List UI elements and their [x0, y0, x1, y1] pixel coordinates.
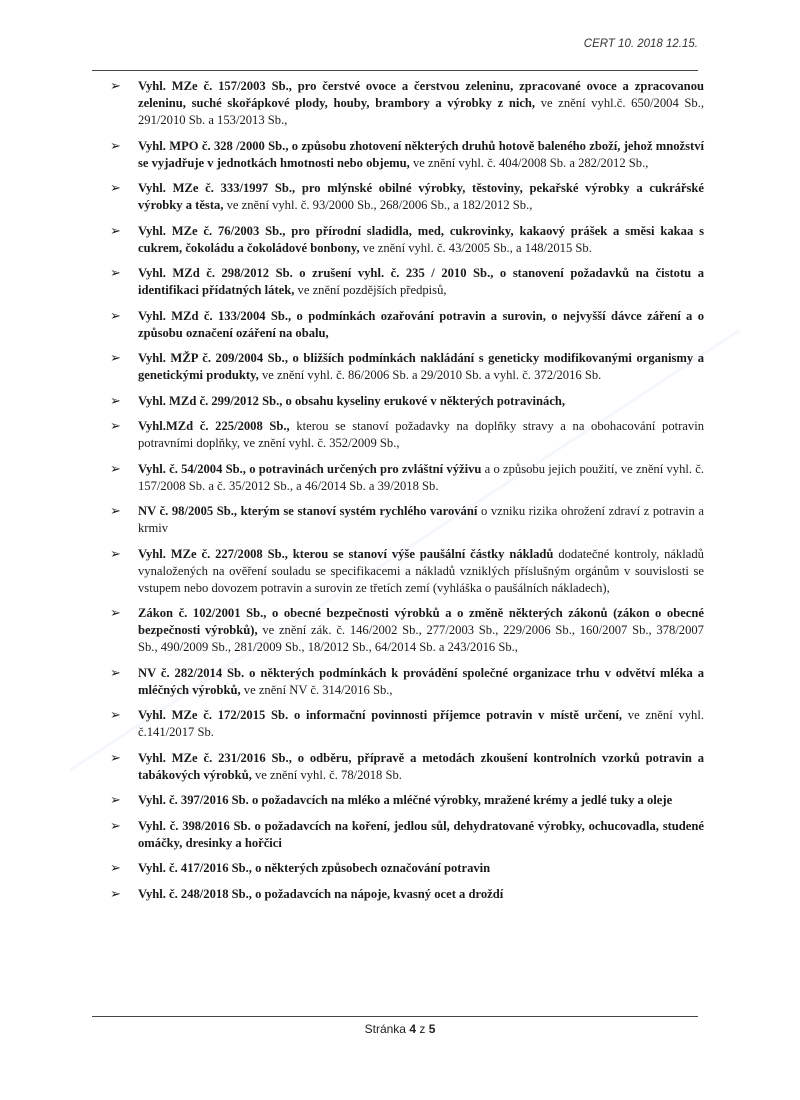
list-item: [110, 750, 704, 784]
arrow-bullet-icon: ➢: [110, 886, 121, 902]
list-item: [110, 886, 704, 903]
page-number: 4: [409, 1022, 416, 1036]
list-item: [110, 665, 704, 699]
list-item: [110, 503, 704, 537]
arrow-bullet-icon: ➢: [110, 308, 121, 324]
regulation-title: NV č. 282/2014 Sb. o některých podmínkách k provádění společné organizace trhu v odvětví mléka a mléčných výrobků,: [138, 665, 704, 697]
regulation-title: Vyhl. č. 397/2016 Sb. o požadavcích na mléko a mléčné výrobky, mražené krémy a jedlé tuky a oleje: [138, 793, 673, 807]
regulation-amendments: ve znění vyhl. č. 78/2018 Sb.: [251, 767, 402, 782]
regulation-amendments: ve znění vyhl. č. 86/2006 Sb. a 29/2010 Sb. a vyhl. č. 372/2016 Sb.: [258, 368, 602, 382]
arrow-bullet-icon: ➢: [110, 818, 121, 834]
regulation-title: Vyhl. MZe č. 231/2016 Sb., o odběru, přípravě a metodách zkoušení kontrolních vzorků potravin a tabákových výrobků,: [138, 750, 704, 782]
arrow-bullet-icon: ➢: [110, 266, 121, 281]
regulation-title: Vyhl. MZd č. 133/2004 Sb., o podmínkách ozařování potravin a surovin, o nejvyšší dávce záření a o způsobu označení ozáření na obalu,: [138, 308, 704, 340]
regulation-title: Vyhl. MŽP č. 209/2004 Sb., o bližších podmínkách nakládání s geneticky modifikovanými organismy a genetickými produkty,: [138, 351, 704, 382]
arrow-bullet-icon: ➢: [110, 419, 121, 434]
footer-divider: [92, 1016, 698, 1017]
regulation-amendments: kterou se stanoví požadavky na doplňky stravy a na obohacování potravin potravními doplňky, ve znění vyhl. č. 352/2009 Sb.,: [138, 419, 704, 450]
regulation-amendments: a o způsobu jejich použití, ve znění vyhl. č. 157/2008 Sb. a č. 35/2012 Sb., a 46/2014 Sb. a 39/2018 Sb.: [138, 461, 704, 493]
regulation-title: Vyhl. MZe č. 157/2003 Sb., pro čerstvé ovoce a čerstvou zeleninu, zpracované ovoce a zpracovanou zeleninu, suché skořápkové plody, houby, brambory a výrobky z nich,: [138, 79, 704, 110]
list-item: [110, 461, 704, 495]
arrow-bullet-icon: ➢: [110, 351, 121, 366]
arrow-bullet-icon: ➢: [110, 546, 121, 562]
list-item: [110, 605, 704, 656]
arrow-bullet-icon: ➢: [110, 461, 121, 477]
cert-date-header: CERT 10. 2018 12.15.: [583, 38, 698, 50]
regulation-list: [110, 78, 704, 911]
regulation-title: Vyhl. č. 398/2016 Sb. o požadavcích na koření, jedlou sůl, dehydratované výrobky, ochucovadla, studené omáčky, dresinky a hořčici: [138, 818, 704, 850]
arrow-bullet-icon: ➢: [110, 79, 121, 94]
page-of: z: [419, 1022, 426, 1036]
regulation-amendments: ve znění vyhl. č. 404/2008 Sb. a 282/2012 Sb.,: [409, 155, 649, 170]
regulation-title: Vyhl. MZe č. 333/1997 Sb., pro mlýnské obilné výrobky, těstoviny, pekařské výrobky a cukrářské výrobky a těsta,: [138, 181, 704, 212]
list-item: [110, 223, 704, 257]
arrow-bullet-icon: ➢: [110, 793, 121, 808]
regulation-amendments: o vzniku rizika ohrožení zdraví z potravin a krmiv: [138, 504, 705, 535]
regulation-amendments: ve znění vyhl. č.141/2017 Sb.: [138, 708, 704, 739]
list-item: [110, 78, 704, 129]
regulation-title: Vyhl.MZd č. 225/2008 Sb.,: [138, 419, 290, 433]
regulation-amendments: dodatečné kontroly, nákladů vynaložených na ověření souladu se specifikacemi a nákladů vzniklých příslušným orgánům v souvislosti se vstupem nebo dovozem potravin a surovin ze třetích zemí (vyhláška o paušálních nákladech),: [138, 546, 704, 595]
regulation-title: Vyhl. MZd č. 298/2012 Sb. o zrušení vyhl. č. 235 / 2010 Sb., o stanovení požadavků na čistotu a identifikaci přídatných látek,: [138, 266, 704, 297]
regulation-title: Vyhl. MZd č. 299/2012 Sb., o obsahu kyseliny erukové v některých potravinách,: [138, 393, 566, 408]
arrow-bullet-icon: ➢: [110, 665, 121, 681]
regulation-amendments: ve znění pozdějších předpisů,: [294, 283, 447, 297]
list-item: [110, 308, 704, 342]
regulation-title: Vyhl. č. 248/2018 Sb., o požadavcích na nápoje, kvasný ocet a droždí: [138, 886, 504, 901]
arrow-bullet-icon: ➢: [110, 861, 121, 876]
list-item: [110, 418, 704, 452]
page-label: Stránka: [364, 1022, 406, 1036]
regulation-title: Vyhl. MZe č. 76/2003 Sb., pro přírodní sladidla, med, cukrovinky, kakaový prášek a směsi kakaa s cukrem, čokoládu a čokoládové bonbony,: [138, 223, 704, 255]
header-divider: [92, 70, 698, 71]
list-item: [110, 265, 704, 299]
arrow-bullet-icon: ➢: [110, 606, 121, 621]
list-item: [110, 818, 704, 852]
regulation-title: Vyhl. č. 54/2004 Sb., o potravinách určených pro zvláštní výživu: [138, 461, 482, 476]
arrow-bullet-icon: ➢: [110, 750, 121, 766]
list-item: [110, 138, 704, 172]
list-item: [110, 792, 704, 809]
list-item: [110, 860, 704, 877]
list-item: [110, 350, 704, 384]
regulation-title: Vyhl. MPO č. 328 /2000 Sb., o způsobu zhotovení některých druhů hotově baleného zboží, jehož množství se vyjadřuje v jednotkách hmotnosti nebo objemu,: [138, 138, 704, 170]
arrow-bullet-icon: ➢: [110, 504, 121, 519]
regulation-amendments: ve znění vyhl.č. 650/2004 Sb., 291/2010 Sb. a 153/2013 Sb.,: [138, 96, 704, 127]
arrow-bullet-icon: ➢: [110, 181, 121, 196]
list-item: [110, 707, 704, 741]
list-item: [110, 180, 704, 214]
regulation-title: Zákon č. 102/2001 Sb., o obecné bezpečnosti výrobků a o změně některých zákonů (zákon o obecné bezpečnosti výrobků),: [138, 606, 704, 637]
regulation-amendments: ve znění NV č. 314/2016 Sb.,: [240, 682, 393, 697]
page-footer: [0, 1022, 800, 1036]
regulation-title: NV č. 98/2005 Sb., kterým se stanoví systém rychlého varování: [138, 504, 478, 518]
list-item: [110, 393, 704, 410]
arrow-bullet-icon: ➢: [110, 393, 121, 409]
regulation-amendments: ve znění vyhl. č. 93/2000 Sb., 268/2006 Sb., a 182/2012 Sb.,: [223, 198, 533, 212]
regulation-title: Vyhl. MZe č. 172/2015 Sb. o informační povinnosti příjemce potravin v místě určení,: [138, 708, 623, 722]
regulation-title: Vyhl. č. 417/2016 Sb., o některých způsobech označování potravin: [138, 861, 491, 875]
arrow-bullet-icon: ➢: [110, 708, 121, 723]
arrow-bullet-icon: ➢: [110, 223, 121, 239]
list-item: [110, 546, 704, 597]
page-total: 5: [428, 1022, 436, 1036]
arrow-bullet-icon: ➢: [110, 138, 121, 154]
regulation-amendments: ve znění vyhl. č. 43/2005 Sb., a 148/2015 Sb.: [359, 240, 592, 255]
regulation-title: Vyhl. MZe č. 227/2008 Sb., kterou se stanoví výše paušální částky nákladů: [138, 546, 554, 561]
regulation-amendments: ve znění zák. č. 146/2002 Sb., 277/2003 Sb., 229/2006 Sb., 160/2007 Sb., 378/2007 Sb., 490/2009 Sb., 281/2009 Sb., 18/2012 Sb., 64/2014 Sb. a 243/2016 Sb.,: [138, 623, 704, 654]
